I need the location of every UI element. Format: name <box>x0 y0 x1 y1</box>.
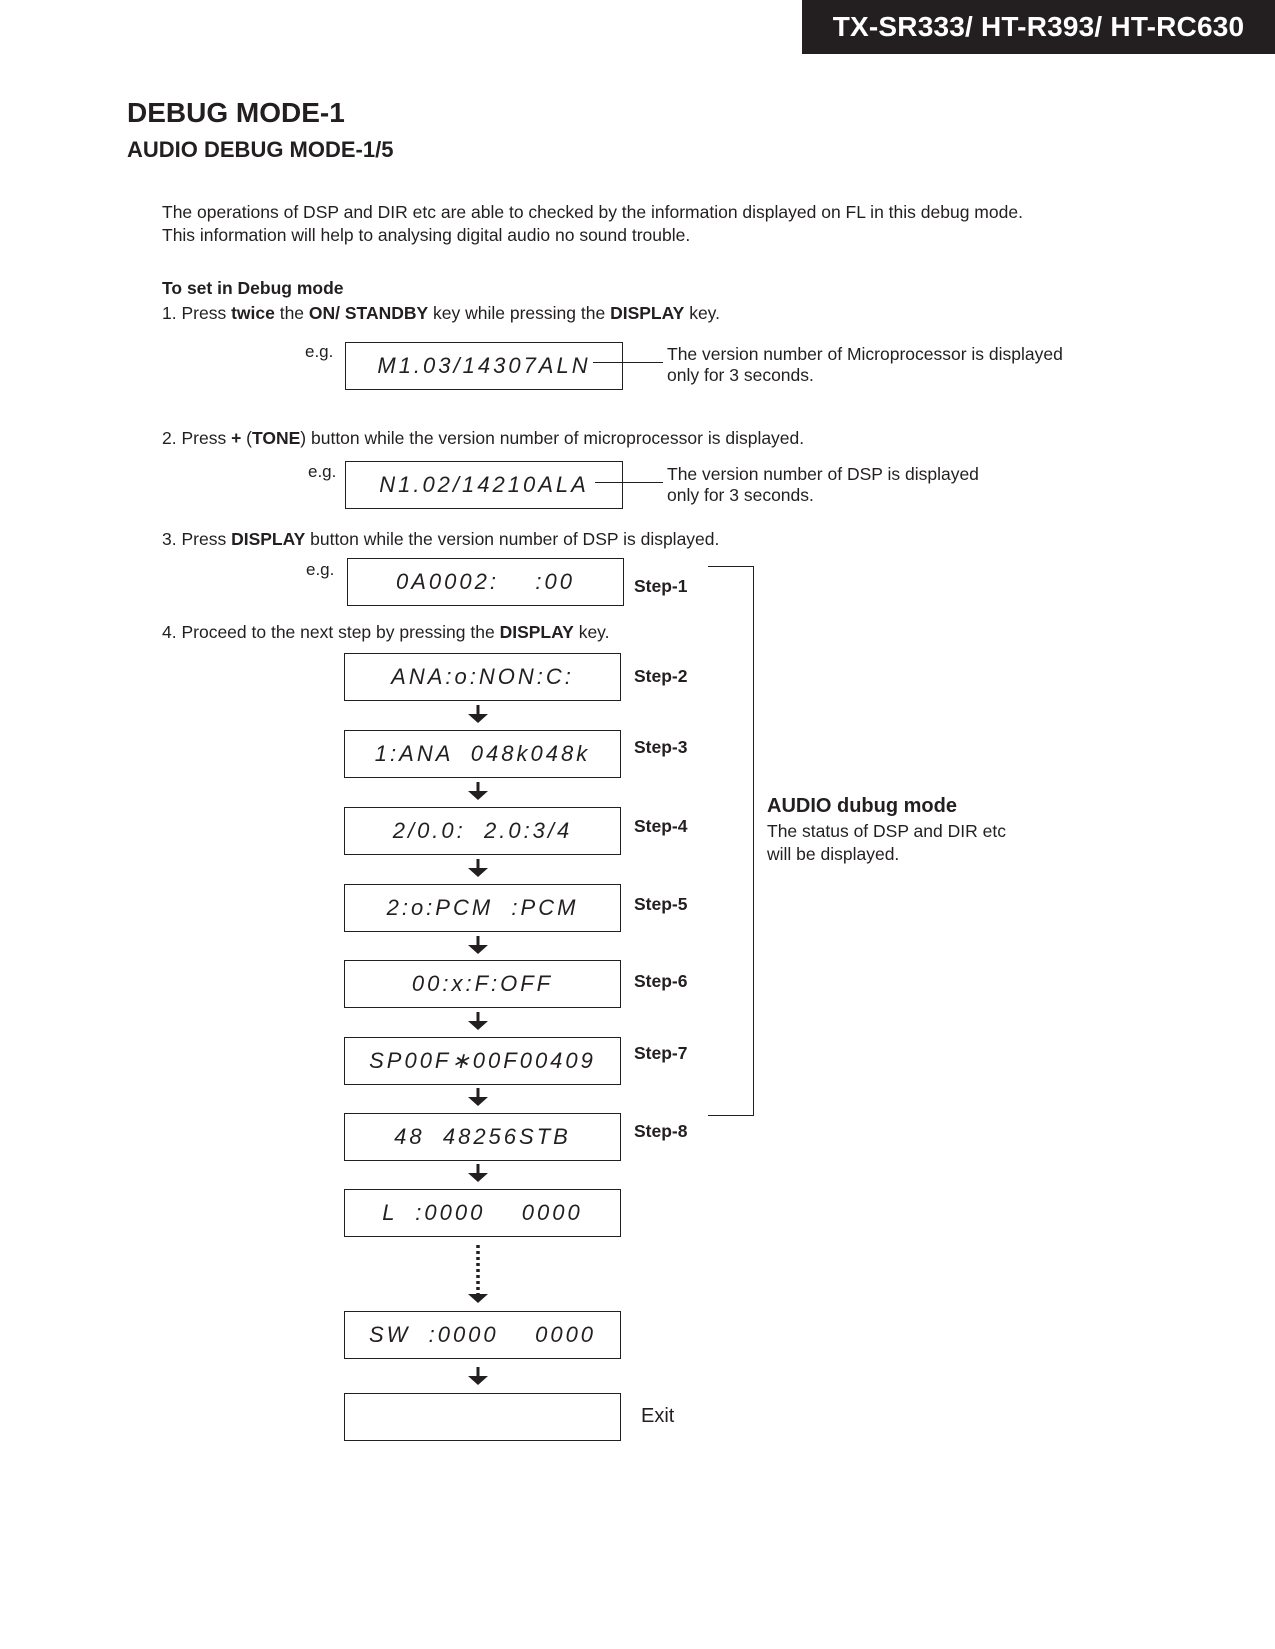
step-label-6: Step-6 <box>634 971 688 991</box>
intro-line-2: This information will help to analysing digital audio no sound trouble. <box>162 225 691 245</box>
step-4-bold-display: DISPLAY <box>499 622 574 642</box>
fl-display-step-4: 2/0.0: 2.0:3/4 <box>344 807 621 855</box>
micro-note-line-2: only for 3 seconds. <box>667 365 814 385</box>
audio-mode-bracket <box>708 566 754 1116</box>
micro-note-line-1: The version number of Microprocessor is displayed <box>667 344 1063 364</box>
step-1-text-a: 1. Press <box>162 303 232 323</box>
step-1-text-c: key while pressing the <box>428 303 611 323</box>
leader-line <box>593 362 663 363</box>
section-heading: To set in Debug mode <box>162 278 344 298</box>
step-2-bold-tone: TONE <box>252 428 301 448</box>
dsp-note-line-1: The version number of DSP is displayed <box>667 464 979 484</box>
model-header: TX-SR333/ HT-R393/ HT-RC630 <box>802 0 1275 54</box>
fl-display-dsp-version: N1.02/14210ALA <box>345 461 623 509</box>
fl-display-sw-channel: SW :0000 0000 <box>344 1311 621 1359</box>
audio-mode-note <box>767 795 1006 866</box>
down-arrow-icon <box>466 704 490 724</box>
exit-label: Exit <box>641 1405 675 1427</box>
step-2-text-c: ) button while the version number of microprocessor is displayed. <box>300 428 805 448</box>
eg-label: e.g. <box>305 342 334 361</box>
step-1-text-d: key. <box>684 303 720 323</box>
step-1-bold-display: DISPLAY <box>610 303 685 323</box>
step-label-1: Step-1 <box>634 576 688 596</box>
step-3-text-b: button while the version number of DSP is displayed. <box>305 529 720 549</box>
instruction-step-4 <box>162 622 610 643</box>
step-label-4: Step-4 <box>634 816 688 836</box>
fl-display-l-channel: L :0000 0000 <box>344 1189 621 1237</box>
step-label-3: Step-3 <box>634 737 688 757</box>
instruction-step-2 <box>162 428 804 449</box>
fl-display-exit <box>344 1393 621 1441</box>
step-4-text-b: key. <box>573 622 610 642</box>
page-subtitle: AUDIO DEBUG MODE-1/5 <box>127 137 394 162</box>
eg-label: e.g. <box>306 560 335 579</box>
step-2-text-b: ( <box>241 428 252 448</box>
fl-display-micro-version: M1.03/14307ALN <box>345 342 623 390</box>
step-1-text-b: the <box>274 303 309 323</box>
instruction-step-3 <box>162 529 719 550</box>
intro-text <box>162 201 1023 247</box>
step-3-text-a: 3. Press <box>162 529 232 549</box>
down-arrow-icon <box>466 1163 490 1183</box>
fl-display-step-5: 2:o:PCM :PCM <box>344 884 621 932</box>
step-2-text-a: 2. Press <box>162 428 232 448</box>
fl-display-step-2: ANA:o:NON:C: <box>344 653 621 701</box>
fl-display-step-1: 0A0002: :00 <box>347 558 624 606</box>
down-arrow-icon <box>466 1087 490 1107</box>
leader-line <box>595 482 663 483</box>
fl-display-step-3: 1:ANA 048k048k <box>344 730 621 778</box>
step-label-2: Step-2 <box>634 666 688 686</box>
intro-line-1: The operations of DSP and DIR etc are able to checked by the information displayed on FL in this debug mode. <box>162 202 1023 222</box>
step-label-5: Step-5 <box>634 894 688 914</box>
down-arrow-icon <box>466 858 490 878</box>
dotted-down-arrow-icon <box>466 1243 490 1305</box>
audio-mode-desc-1: The status of DSP and DIR etc <box>767 821 1006 841</box>
dsp-note-line-2: only for 3 seconds. <box>667 485 814 505</box>
audio-mode-title: AUDIO dubug mode <box>767 795 957 817</box>
down-arrow-icon <box>466 1366 490 1386</box>
step-3-bold-display: DISPLAY <box>231 529 306 549</box>
fl-display-step-8: 48 48256STB <box>344 1113 621 1161</box>
fl-display-step-7: SP00F∗00F00409 <box>344 1037 621 1085</box>
step-label-8: Step-8 <box>634 1121 688 1141</box>
audio-mode-desc-2: will be displayed. <box>767 844 900 864</box>
fl-display-step-6: 00:x:F:OFF <box>344 960 621 1008</box>
step-2-bold-plus: + <box>231 428 242 448</box>
instruction-step-1 <box>162 303 720 324</box>
eg-label: e.g. <box>308 462 337 481</box>
micro-version-note <box>667 344 1063 386</box>
step-label-7: Step-7 <box>634 1043 688 1063</box>
step-1-bold-standby: ON/ STANDBY <box>308 303 429 323</box>
down-arrow-icon <box>466 781 490 801</box>
step-4-text-a: 4. Proceed to the next step by pressing the <box>162 622 500 642</box>
dsp-version-note <box>667 464 979 506</box>
page-title: DEBUG MODE-1 <box>127 97 345 128</box>
down-arrow-icon <box>466 1011 490 1031</box>
down-arrow-icon <box>466 935 490 955</box>
step-1-bold-twice: twice <box>231 303 275 323</box>
